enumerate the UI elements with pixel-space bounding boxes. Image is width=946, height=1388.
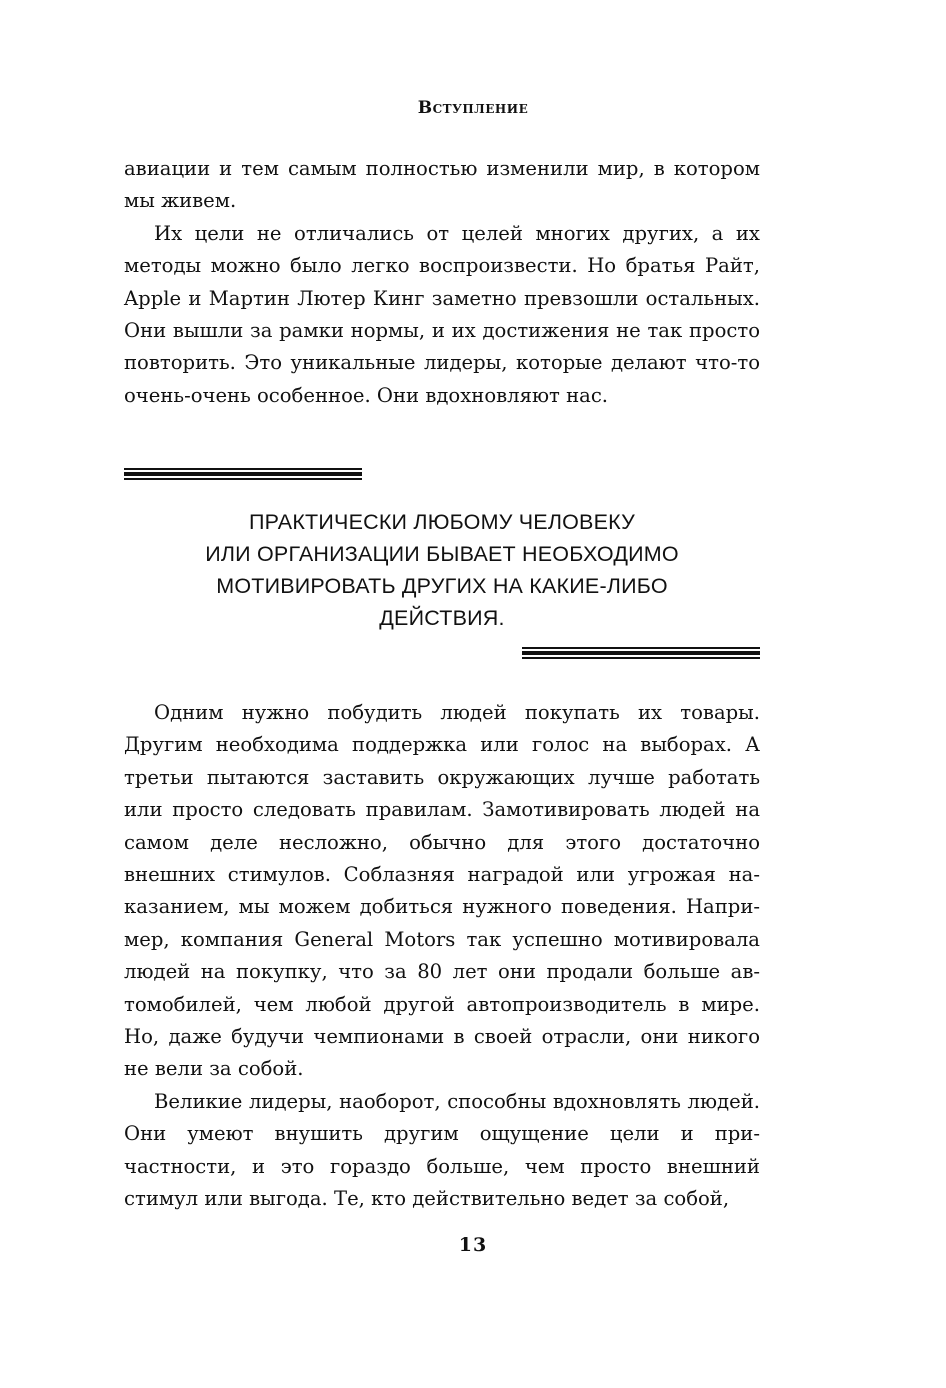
pull-quote-line: МОТИВИРОВАТЬ ДРУГИХ НА КАКИЕ-ЛИБО <box>216 574 668 598</box>
top-text-block <box>124 153 760 412</box>
pull-quote-line: ДЕЙСТВИЯ. <box>379 606 505 630</box>
paragraph-continuation: авиации и тем самым полностью изменили мир, в котором мы живем. <box>124 157 760 213</box>
pull-quote <box>124 506 760 634</box>
pull-quote-line: ИЛИ ОРГАНИЗАЦИИ БЫВАЕТ НЕОБХОДИМО <box>205 542 679 566</box>
page-number: 13 <box>458 1234 488 1256</box>
paragraph: Великие лидеры, наоборот, способны вдохновлять людей. Они умеют внушить другим ощущение цели и причастности, и это гораздо больше, чем просто внешний стимул или выгода. Те, кто действительно ведет за собой, <box>124 1089 760 1211</box>
pull-quote-line: ПРАКТИЧЕСКИ ЛЮБОМУ ЧЕЛОВЕКУ <box>249 510 635 534</box>
decorative-rule-bottom <box>522 647 760 659</box>
paragraph: Одним нужно побудить людей покупать их товары. Другим необходима поддержка или голос на выборах. А третьи пытаются заставить окружающих лучше работать или просто следовать правилам. Замотивировать людей на самом деле несложно, обычно для этого достаточно внешних стимулов. Соблазняя наградой или угрожая наказанием, мы можем добиться нужного поведения. Например, компания General Motors так успешно мотивировала людей на покупку, что за 80 лет они продали больше автомобилей, чем любой другой автопроизводитель в мире. Но, даже будучи чемпионами в своей отрасли, они никого не вели за собой. <box>124 701 760 1081</box>
decorative-rule-top <box>124 468 362 480</box>
running-head: Вступление <box>417 98 529 118</box>
bottom-text-block <box>124 697 760 1216</box>
paragraph: Их цели не отличались от целей многих других, а их методы можно было легко воспроизвести. Но братья Райт, Apple и Мартин Лютер Кинг заметно превзошли остальных. Они вышли за рамки нормы, и их достижения не так просто повторить. Это уникальные лидеры, которые делают что-то очень-очень особенное. Они вдохновляют нас. <box>124 221 760 407</box>
